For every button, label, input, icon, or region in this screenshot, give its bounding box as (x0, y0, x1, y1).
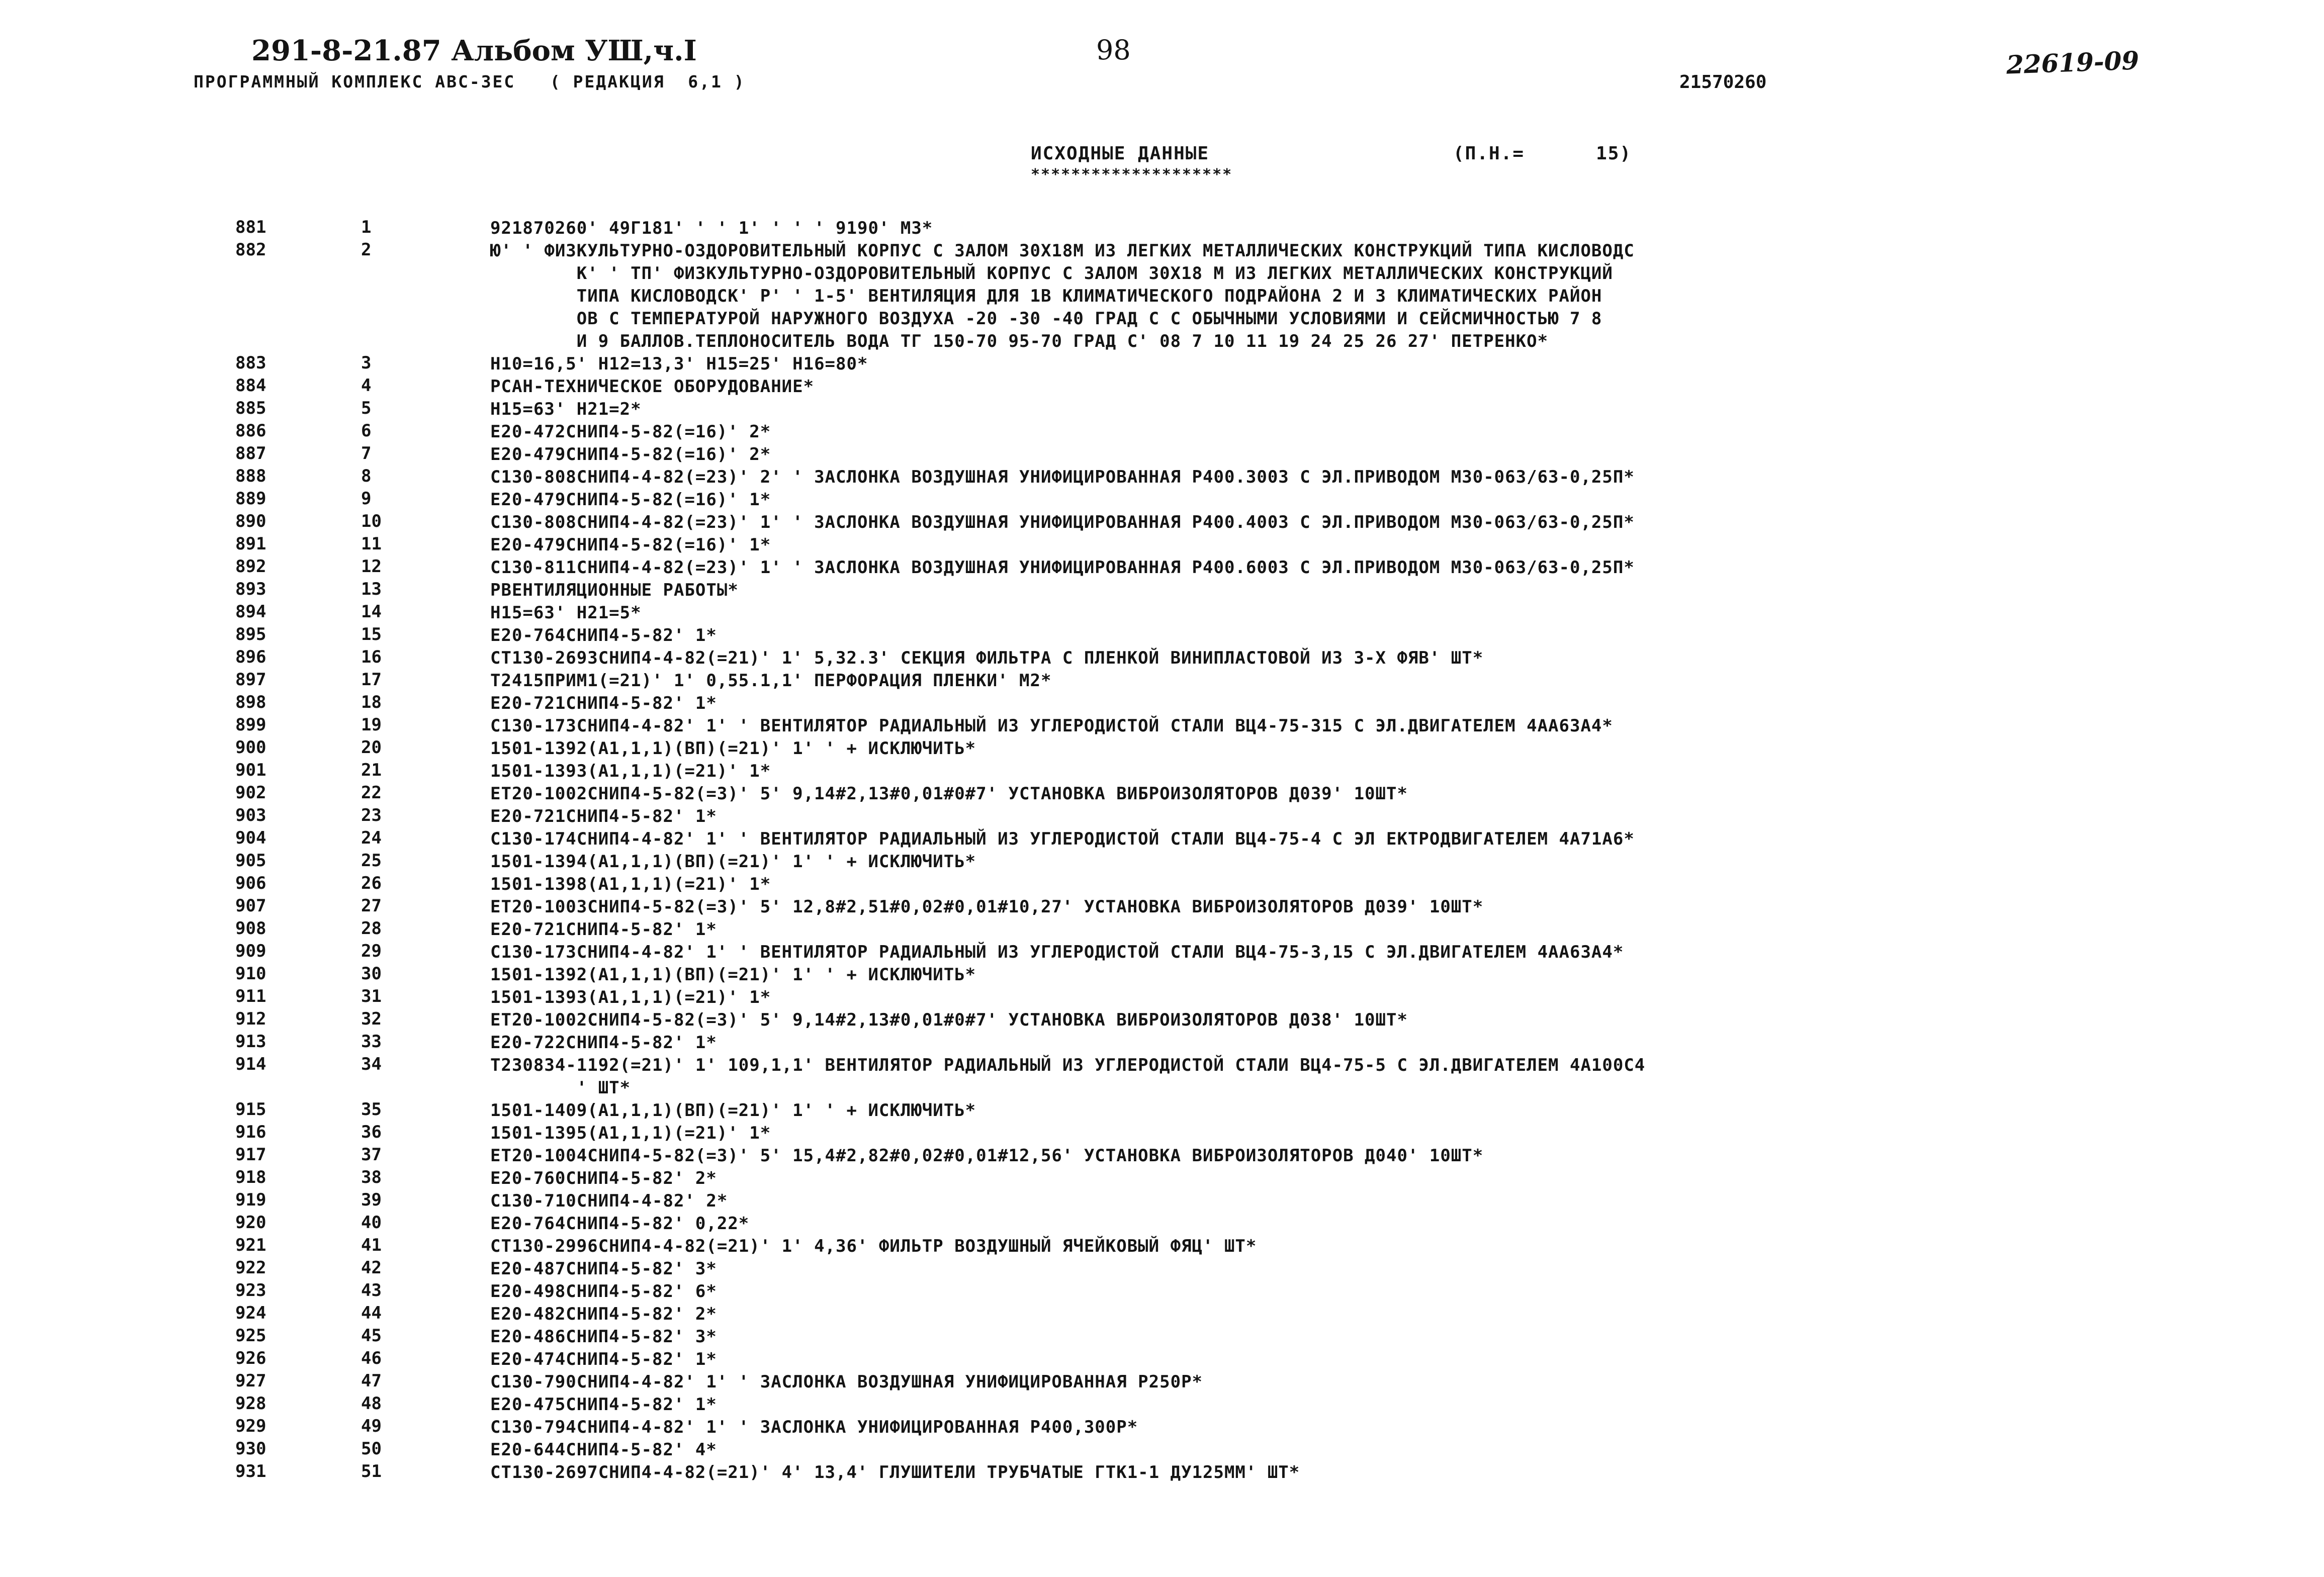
row-text: Е20-721СНИП4-5-82' 1* (490, 693, 717, 713)
row-sequence-number: 883 (235, 353, 266, 373)
row-card-number: 29 (361, 941, 382, 961)
list-item (0, 1461, 2324, 1484)
row-card-number: 18 (361, 692, 382, 712)
row-sequence-number: 923 (235, 1280, 266, 1301)
row-sequence-number: 930 (235, 1439, 266, 1459)
list-item (0, 1213, 2324, 1235)
row-sequence-number: 926 (235, 1348, 266, 1368)
row-card-number: 51 (361, 1461, 382, 1481)
row-sequence-number: 890 (235, 511, 266, 531)
row-card-number: 2 (361, 240, 372, 260)
list-item (0, 376, 2324, 398)
list-item (0, 647, 2324, 670)
row-text: Е20-721СНИП4-5-82' 1* (490, 806, 717, 826)
row-sequence-number: 910 (235, 964, 266, 984)
row-text: Н10=16,5' Н12=13,3' Н15=25' Н16=80* (490, 354, 868, 374)
row-text: Ю' ' ФИЗКУЛЬТУРНО-ОЗДОРОВИТЕЛЬНЫЙ КОРПУС С ЗАЛОМ 30Х18М ИЗ ЛЕГКИХ МЕТАЛЛИЧЕСКИХ КОНСТРУКЦИЙ ТИПА КИСЛОВОДС К' ' ТП' ФИЗКУЛЬТУРНО-ОЗДОРОВИТЕЛЬНЫЙ КОРПУС С ЗАЛОМ 30Х18 М ИЗ ЛЕГКИХ МЕТАЛЛИЧЕСКИХ КОНСТРУКЦИЙ ТИПА КИСЛОВОДСК' Р' ' 1-5' ВЕНТИЛЯЦИЯ ДЛЯ 1В КЛИМАТИЧЕСКОГО ПОДРАЙОНА 2 И 3 КЛИМАТИЧЕСКИХ РАЙОН ОВ С ТЕМПЕРАТУРОЙ НАРУЖНОГО ВОЗДУХА -20 -30 -40 ГРАД С С ОБЫЧНЫМИ УСЛОВИЯМИ И СЕЙСМИЧНОСТЬЮ 7 8 И 9 БАЛЛОВ.ТЕПЛОНОСИТЕЛЬ ВОДА ТГ 150-70 95-70 ГРАД С' 08 7 10 11 19 24 25 26 27' ПЕТРЕНКО* (490, 241, 1635, 351)
list-item (0, 443, 2324, 466)
row-sequence-number: 881 (235, 217, 266, 237)
list-item (0, 1258, 2324, 1280)
list-item (0, 918, 2324, 941)
row-card-number: 31 (361, 986, 382, 1006)
row-sequence-number: 928 (235, 1394, 266, 1414)
list-item (0, 828, 2324, 851)
section-pn: (П.Н.= 15) (1453, 143, 1632, 164)
list-item (0, 851, 2324, 873)
list-item (0, 1145, 2324, 1167)
row-sequence-number: 889 (235, 489, 266, 509)
row-card-number: 49 (361, 1416, 382, 1436)
row-card-number: 24 (361, 828, 382, 848)
row-card-number: 35 (361, 1099, 382, 1120)
row-text: Е20-472СНИП4-5-82(=16)' 2* (490, 422, 771, 442)
row-text: С130-811СНИП4-4-82(=23)' 1' ' ЗАСЛОНКА ВОЗДУШНАЯ УНИФИЦИРОВАННАЯ Р400.6003 С ЭЛ.ПРИВОДОМ М30-063/63-0,25П* (490, 558, 1635, 578)
row-text: Н15=63' Н21=2* (490, 399, 642, 419)
row-card-number: 50 (361, 1439, 382, 1459)
list-item (0, 466, 2324, 489)
list-item (0, 1235, 2324, 1258)
row-text: СТ130-2996СНИП4-4-82(=21)' 1' 4,36' ФИЛЬТР ВОЗДУШНЫЙ ЯЧЕЙКОВЫЙ ФЯЦ' ШТ* (490, 1236, 1257, 1256)
album-reference: 291-8-21.87 Альбом УШ,ч.I (251, 34, 697, 67)
list-item (0, 1167, 2324, 1190)
row-sequence-number: 895 (235, 624, 266, 644)
row-sequence-number: 911 (235, 986, 266, 1006)
row-sequence-number: 882 (235, 240, 266, 260)
list-item (0, 1348, 2324, 1371)
row-sequence-number: 916 (235, 1122, 266, 1142)
row-text: Т230834-1192(=21)' 1' 109,1,1' ВЕНТИЛЯТОР РАДИАЛЬНЫЙ ИЗ УГЛЕРОДИСТОЙ СТАЛИ ВЦ4-75-5 С ЭЛ.ДВИГАТЕЛЕМ 4А100С4 ' ШТ* (490, 1055, 1646, 1098)
row-text: Е20-479СНИП4-5-82(=16)' 1* (490, 490, 771, 510)
list-item (0, 240, 2324, 353)
row-text: ЕТ20-1002СНИП4-5-82(=3)' 5' 9,14#2,13#0,01#0#7' УСТАНОВКА ВИБРОИЗОЛЯТОРОВ Д039' 10ШТ* (490, 784, 1408, 804)
row-text: Е20-722СНИП4-5-82' 1* (490, 1033, 717, 1053)
row-card-number: 39 (361, 1190, 382, 1210)
row-sequence-number: 922 (235, 1258, 266, 1278)
list-item (0, 783, 2324, 805)
row-sequence-number: 905 (235, 851, 266, 871)
row-sequence-number: 904 (235, 828, 266, 848)
row-text: 1501-1393(А1,1,1)(=21)' 1* (490, 761, 771, 781)
row-sequence-number: 913 (235, 1032, 266, 1052)
row-sequence-number: 909 (235, 941, 266, 961)
row-card-number: 1 (361, 217, 372, 237)
list-item (0, 805, 2324, 828)
row-text: 1501-1394(А1,1,1)(ВП)(=21)' 1' ' + ИСКЛЮЧИТЬ* (490, 852, 976, 872)
row-card-number: 37 (361, 1145, 382, 1165)
row-card-number: 45 (361, 1326, 382, 1346)
row-text: Н15=63' Н21=5* (490, 603, 642, 623)
row-text: С130-174СНИП4-4-82' 1' ' ВЕНТИЛЯТОР РАДИАЛЬНЫЙ ИЗ УГЛЕРОДИСТОЙ СТАЛИ ВЦ4-75-4 С ЭЛ ЕКТРОДВИГАТЕЛЕМ 4А71А6* (490, 829, 1635, 849)
row-card-number: 22 (361, 783, 382, 803)
row-sequence-number: 927 (235, 1371, 266, 1391)
row-card-number: 38 (361, 1167, 382, 1187)
row-card-number: 30 (361, 964, 382, 984)
row-card-number: 34 (361, 1054, 382, 1074)
row-sequence-number: 918 (235, 1167, 266, 1187)
list-item (0, 1009, 2324, 1032)
row-sequence-number: 897 (235, 670, 266, 690)
list-item (0, 1280, 2324, 1303)
row-text: Е20-764СНИП4-5-82' 0,22* (490, 1214, 750, 1234)
row-sequence-number: 915 (235, 1099, 266, 1120)
list-item (0, 1122, 2324, 1145)
list-item (0, 1371, 2324, 1394)
list-item (0, 534, 2324, 556)
list-item (0, 737, 2324, 760)
row-card-number: 40 (361, 1213, 382, 1233)
list-item (0, 1439, 2324, 1461)
list-item (0, 1416, 2324, 1439)
row-text: ЕТ20-1002СНИП4-5-82(=3)' 5' 9,14#2,13#0,01#0#7' УСТАНОВКА ВИБРОИЗОЛЯТОРОВ Д038' 10ШТ* (490, 1010, 1408, 1030)
row-card-number: 32 (361, 1009, 382, 1029)
row-card-number: 19 (361, 715, 382, 735)
row-card-number: 9 (361, 489, 372, 509)
list-item (0, 760, 2324, 783)
row-text: РВЕНТИЛЯЦИОННЫЕ РАБОТЫ* (490, 580, 739, 600)
row-text: Е20-498СНИП4-5-82' 6* (490, 1281, 717, 1302)
row-text: С130-710СНИП4-4-82' 2* (490, 1191, 728, 1211)
row-sequence-number: 906 (235, 873, 266, 893)
row-sequence-number: 907 (235, 896, 266, 916)
row-sequence-number: 902 (235, 783, 266, 803)
row-sequence-number: 891 (235, 534, 266, 554)
row-sequence-number: 917 (235, 1145, 266, 1165)
row-card-number: 6 (361, 421, 372, 441)
row-sequence-number: 903 (235, 805, 266, 825)
row-sequence-number: 931 (235, 1461, 266, 1481)
row-sequence-number: 899 (235, 715, 266, 735)
row-card-number: 5 (361, 398, 372, 418)
row-text: СТ130-2693СНИП4-4-82(=21)' 1' 5,32.3' СЕКЦИЯ ФИЛЬТРА С ПЛЕНКОЙ ВИНИПЛАСТОВОЙ ИЗ 3-Х ФЯВ' ШТ* (490, 648, 1484, 668)
row-sequence-number: 914 (235, 1054, 266, 1074)
row-card-number: 21 (361, 760, 382, 780)
row-text: С130-173СНИП4-4-82' 1' ' ВЕНТИЛЯТОР РАДИАЛЬНЫЙ ИЗ УГЛЕРОДИСТОЙ СТАЛИ ВЦ4-75-315 С ЭЛ.ДВИГАТЕЛЕМ 4АА63А4* (490, 716, 1613, 736)
row-text: Т2415ПРИМ1(=21)' 1' 0,55.1,1' ПЕРФОРАЦИЯ ПЛЕНКИ' М2* (490, 671, 1052, 691)
row-text: Е20-474СНИП4-5-82' 1* (490, 1349, 717, 1369)
row-card-number: 16 (361, 647, 382, 667)
list-item (0, 1054, 2324, 1099)
list-item (0, 1303, 2324, 1326)
list-item (0, 964, 2324, 986)
list-item (0, 398, 2324, 421)
row-text: Е20-760СНИП4-5-82' 2* (490, 1168, 717, 1188)
list-item (0, 624, 2324, 647)
row-sequence-number: 888 (235, 466, 266, 486)
row-sequence-number: 886 (235, 421, 266, 441)
row-text: С130-173СНИП4-4-82' 1' ' ВЕНТИЛЯТОР РАДИАЛЬНЫЙ ИЗ УГЛЕРОДИСТОЙ СТАЛИ ВЦ4-75-3,15 С ЭЛ.ДВИГАТЕЛЕМ 4АА63А4* (490, 942, 1624, 962)
row-sequence-number: 929 (235, 1416, 266, 1436)
list-item (0, 353, 2324, 376)
row-card-number: 3 (361, 353, 372, 373)
row-text: 1501-1392(А1,1,1)(ВП)(=21)' 1' ' + ИСКЛЮЧИТЬ* (490, 738, 976, 759)
program-title: ПРОГРАММНЫЙ КОМПЛЕКС АВС-3ЕС ( РЕДАКЦИЯ 6,1 ) (194, 72, 746, 91)
row-card-number: 33 (361, 1032, 382, 1052)
list-item (0, 1099, 2324, 1122)
row-sequence-number: 885 (235, 398, 266, 418)
row-card-number: 41 (361, 1235, 382, 1255)
row-sequence-number: 912 (235, 1009, 266, 1029)
row-sequence-number: 901 (235, 760, 266, 780)
list-item (0, 1032, 2324, 1054)
row-card-number: 28 (361, 918, 382, 939)
row-text: 921870260' 49Г181' ' ' 1' ' ' ' 9190' М3* (490, 218, 933, 238)
row-card-number: 13 (361, 579, 382, 599)
row-card-number: 11 (361, 534, 382, 554)
row-text: С130-794СНИП4-4-82' 1' ' ЗАСЛОНКА УНИФИЦИРОВАННАЯ Р400,300Р* (490, 1417, 1138, 1437)
row-text: С130-808СНИП4-4-82(=23)' 1' ' ЗАСЛОНКА ВОЗДУШНАЯ УНИФИЦИРОВАННАЯ Р400.4003 С ЭЛ.ПРИВОДОМ М30-063/63-0,25П* (490, 512, 1635, 532)
row-sequence-number: 919 (235, 1190, 266, 1210)
row-text: РСАН-ТЕХНИЧЕСКОЕ ОБОРУДОВАНИЕ* (490, 377, 815, 397)
row-card-number: 36 (361, 1122, 382, 1142)
list-item (0, 873, 2324, 896)
list-item (0, 421, 2324, 443)
list-item (0, 602, 2324, 624)
list-item (0, 511, 2324, 534)
list-item (0, 217, 2324, 240)
row-card-number: 43 (361, 1280, 382, 1301)
list-item (0, 692, 2324, 715)
document-id: 21570260 (1679, 72, 1767, 92)
list-item (0, 579, 2324, 602)
row-card-number: 47 (361, 1371, 382, 1391)
row-sequence-number: 893 (235, 579, 266, 599)
handwritten-code: 22619-09 (2006, 45, 2140, 80)
row-text: Е20-764СНИП4-5-82' 1* (490, 625, 717, 645)
row-sequence-number: 924 (235, 1303, 266, 1323)
row-card-number: 44 (361, 1303, 382, 1323)
row-card-number: 8 (361, 466, 372, 486)
row-card-number: 48 (361, 1394, 382, 1414)
row-card-number: 4 (361, 376, 372, 396)
section-title: ИСХОДНЫЕ ДАННЫЕ (1031, 143, 1210, 164)
row-text: СТ130-2697СНИП4-4-82(=21)' 4' 13,4' ГЛУШИТЕЛИ ТРУБЧАТЫЕ ГТК1-1 ДУ125ММ' ШТ* (490, 1462, 1300, 1482)
row-sequence-number: 898 (235, 692, 266, 712)
row-text: ЕТ20-1003СНИП4-5-82(=3)' 5' 12,8#2,51#0,02#0,01#10,27' УСТАНОВКА ВИБРОИЗОЛЯТОРОВ Д039' 10ШТ* (490, 897, 1484, 917)
data-listing (0, 217, 2324, 1484)
row-sequence-number: 894 (235, 602, 266, 622)
row-text: Е20-479СНИП4-5-82(=16)' 2* (490, 444, 771, 465)
list-item (0, 1326, 2324, 1348)
row-card-number: 17 (361, 670, 382, 690)
row-text: Е20-475СНИП4-5-82' 1* (490, 1395, 717, 1415)
row-card-number: 42 (361, 1258, 382, 1278)
row-text: С130-790СНИП4-4-82' 1' ' ЗАСЛОНКА ВОЗДУШНАЯ УНИФИЦИРОВАННАЯ Р250Р* (490, 1372, 1203, 1392)
list-item (0, 941, 2324, 964)
row-card-number: 12 (361, 556, 382, 577)
row-sequence-number: 892 (235, 556, 266, 577)
row-text: 1501-1409(А1,1,1)(ВП)(=21)' 1' ' + ИСКЛЮЧИТЬ* (490, 1100, 976, 1121)
section-title-underline: ******************** (1031, 166, 1233, 183)
row-sequence-number: 908 (235, 918, 266, 939)
row-text: 1501-1392(А1,1,1)(ВП)(=21)' 1' ' + ИСКЛЮЧИТЬ* (490, 965, 976, 985)
list-item (0, 670, 2324, 692)
row-sequence-number: 887 (235, 443, 266, 463)
row-text: Е20-487СНИП4-5-82' 3* (490, 1259, 717, 1279)
row-text: ЕТ20-1004СНИП4-5-82(=3)' 5' 15,4#2,82#0,02#0,01#12,56' УСТАНОВКА ВИБРОИЗОЛЯТОРОВ Д040' 10ШТ* (490, 1146, 1484, 1166)
list-item (0, 489, 2324, 511)
row-text: Е20-721СНИП4-5-82' 1* (490, 919, 717, 940)
row-sequence-number: 896 (235, 647, 266, 667)
list-item (0, 715, 2324, 737)
row-card-number: 7 (361, 443, 372, 463)
row-text: 1501-1398(А1,1,1)(=21)' 1* (490, 874, 771, 894)
row-sequence-number: 884 (235, 376, 266, 396)
row-sequence-number: 920 (235, 1213, 266, 1233)
list-item (0, 896, 2324, 918)
row-text: Е20-482СНИП4-5-82' 2* (490, 1304, 717, 1324)
row-card-number: 46 (361, 1348, 382, 1368)
row-text: Е20-644СНИП4-5-82' 4* (490, 1440, 717, 1460)
row-text: С130-808СНИП4-4-82(=23)' 2' ' ЗАСЛОНКА ВОЗДУШНАЯ УНИФИЦИРОВАННАЯ Р400.3003 С ЭЛ.ПРИВОДОМ М30-063/63-0,25П* (490, 467, 1635, 487)
page-number: 98 (1096, 34, 1131, 66)
row-text: 1501-1393(А1,1,1)(=21)' 1* (490, 987, 771, 1007)
row-sequence-number: 900 (235, 737, 266, 758)
row-card-number: 10 (361, 511, 382, 531)
row-card-number: 23 (361, 805, 382, 825)
list-item (0, 556, 2324, 579)
list-item (0, 1190, 2324, 1213)
row-card-number: 15 (361, 624, 382, 644)
row-card-number: 27 (361, 896, 382, 916)
row-sequence-number: 921 (235, 1235, 266, 1255)
list-item (0, 1394, 2324, 1416)
row-card-number: 26 (361, 873, 382, 893)
row-text: 1501-1395(А1,1,1)(=21)' 1* (490, 1123, 771, 1143)
list-item (0, 986, 2324, 1009)
row-text: Е20-486СНИП4-5-82' 3* (490, 1327, 717, 1347)
row-sequence-number: 925 (235, 1326, 266, 1346)
row-card-number: 25 (361, 851, 382, 871)
row-text: Е20-479СНИП4-5-82(=16)' 1* (490, 535, 771, 555)
row-card-number: 14 (361, 602, 382, 622)
row-card-number: 20 (361, 737, 382, 758)
